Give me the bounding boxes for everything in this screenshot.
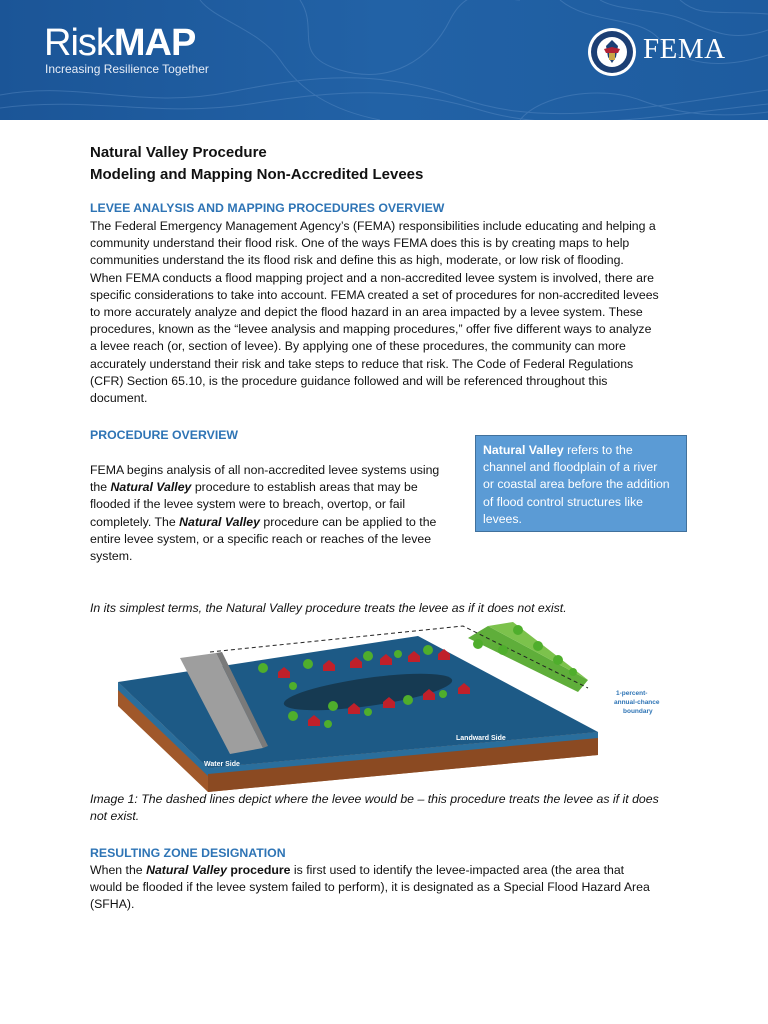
overview-paragraph: The Federal Emergency Management Agency’s (FEMA) responsibilities include educating and helping a community understand their flood risk. One of the ways FEMA does this is by creating maps to help communities understand the its flood risk and define this as high, moderate, or low risk of flooding. When FEMA conducts a flood mapping project and a non-accredited levee system is involved, there are specific considerations to take into account. FEMA created a set of procedures for non-accredited levees to more accurately analyze and depict the flood hazard in an area impacted by a levee system. These procedures, known as the “levee analysis and mapping procedures,” offer five different ways to analyze a levee reach (or, section of levee). By applying one of these procedures, the community can more accurately understand their risk and take steps to reduce that risk. The Code of Federal Regulations (CFR) Section 65.10, is the procedure guidance followed and will be referenced throughout this document. (90, 219, 659, 406)
title-line-1: Natural Valley Procedure (90, 144, 267, 161)
procedure-paragraph: FEMA begins analysis of all non-accredited levee systems using the Natural Valley procedure to establish areas that may be flooded if the levee system were to breach, overtop, or fail completely. The Natural Valley procedure can be applied to the entire levee system, or a specific reach or reaches of the levee system. (90, 463, 440, 564)
dhs-seal-icon (587, 27, 637, 77)
boundary-label-3: boundary (623, 708, 653, 715)
levee-illustration (118, 620, 678, 798)
section-heading-zone: RESULTING ZONE DESIGNATION (90, 846, 286, 860)
document-title (90, 142, 423, 186)
title-line-2: Modeling and Mapping Non-Accredited Levees (90, 166, 424, 183)
landward-side-label: Landward Side (456, 735, 506, 742)
definition-callout: Natural Valley refers to the channel and floodplain of a river or coastal area before the addition of flood control structures like levees. (475, 435, 687, 532)
simplest-terms-note: In its simplest terms, the Natural Valley procedure treats the levee as if it does not exist. (90, 601, 567, 615)
boundary-label-1: 1-percent- (616, 690, 648, 697)
header-banner (0, 0, 768, 120)
riskmap-logo: RiskMAP (44, 22, 196, 64)
section-heading-procedure: PROCEDURE OVERVIEW (90, 428, 239, 442)
zone-paragraph: When the Natural Valley procedure is first used to identify the levee-impacted area (the area that would be flooded if the levee system failed to perform), it is designated as a Special Flood Hazard Area (SFHA). (90, 863, 650, 912)
section-heading-overview: LEVEE ANALYSIS AND MAPPING PROCEDURES OVERVIEW (90, 201, 445, 215)
boundary-label-2: annual-chance (614, 699, 660, 706)
fema-wordmark: FEMA (643, 33, 726, 65)
water-side-label: Water Side (204, 761, 240, 768)
image-caption: Image 1: The dashed lines depict where the levee would be – this procedure treats the levee as if it does not exist. (90, 792, 659, 824)
logo-tagline: Increasing Resilience Together (45, 62, 209, 76)
